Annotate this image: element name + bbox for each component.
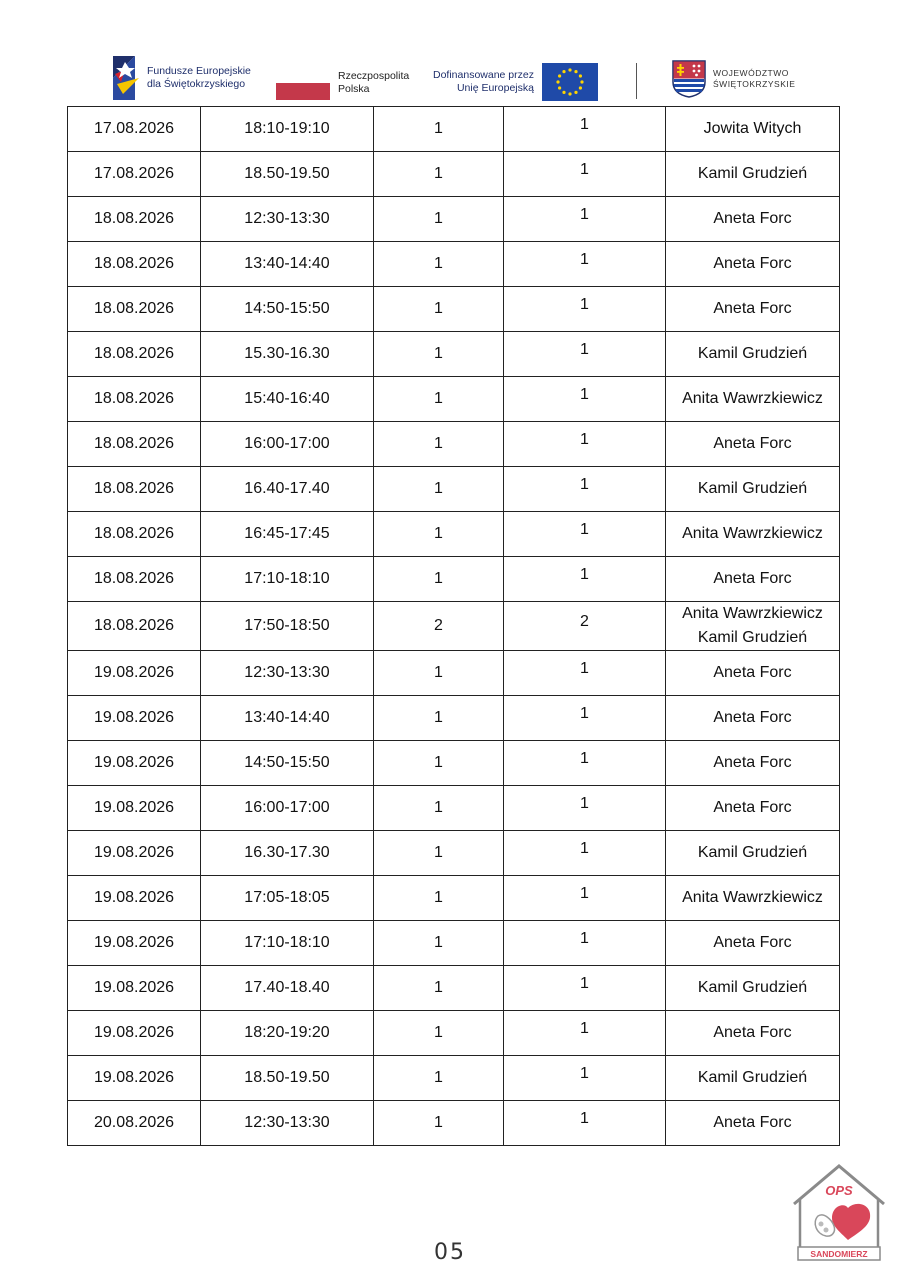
specialist-cell xyxy=(666,287,840,332)
specialist-name: Aneta Forc xyxy=(713,255,792,272)
count-cell-2 xyxy=(504,1056,666,1101)
date-cell: 18.08.2026 xyxy=(68,377,201,422)
table-row xyxy=(68,651,840,696)
count-cell-2 xyxy=(504,512,666,557)
count-value: 2 xyxy=(580,613,589,630)
table-row xyxy=(68,741,840,786)
count-cell-2 xyxy=(504,602,666,651)
specialist-name: Anita Wawrzkiewicz xyxy=(682,889,823,906)
count-cell-2 xyxy=(504,152,666,197)
specialist-name: Aneta Forc xyxy=(713,754,792,771)
table-row xyxy=(68,377,840,422)
region-text xyxy=(713,68,795,90)
count-cell: 1 xyxy=(374,332,504,377)
date-cell: 17.08.2026 xyxy=(68,152,201,197)
time-cell: 13:40-14:40 xyxy=(201,242,374,287)
count-value: 1 xyxy=(580,1110,589,1127)
count-cell-2 xyxy=(504,197,666,242)
ops-logo-subtext: SANDOMIERZ xyxy=(810,1249,868,1259)
table-row xyxy=(68,197,840,242)
specialist-name: Anita Wawrzkiewicz xyxy=(682,390,823,407)
count-cell-2 xyxy=(504,422,666,467)
table-row xyxy=(68,786,840,831)
count-cell: 1 xyxy=(374,287,504,332)
time-cell: 18:20-19:20 xyxy=(201,1011,374,1056)
count-value: 1 xyxy=(580,1020,589,1037)
specialist-name: Kamil Grudzień xyxy=(697,1069,808,1086)
time-cell: 17:05-18:05 xyxy=(201,876,374,921)
european-funds-logo xyxy=(113,56,251,100)
date-cell: 18.08.2026 xyxy=(68,512,201,557)
count-cell: 2 xyxy=(374,602,504,651)
time-cell: 16:00-17:00 xyxy=(201,786,374,831)
table-row xyxy=(68,152,840,197)
time-cell: 16:00-17:00 xyxy=(201,422,374,467)
time-cell: 16.30-17.30 xyxy=(201,831,374,876)
count-cell: 1 xyxy=(374,741,504,786)
header-logos xyxy=(0,0,900,106)
specialist-cell xyxy=(666,966,840,1011)
count-value: 1 xyxy=(580,975,589,992)
specialist-name: Kamil Grudzień xyxy=(697,844,808,861)
table-row xyxy=(68,512,840,557)
count-value: 1 xyxy=(580,476,589,493)
date-cell: 19.08.2026 xyxy=(68,1011,201,1056)
specialist-name: Jowita Witych xyxy=(703,120,802,137)
count-cell-2 xyxy=(504,786,666,831)
time-cell: 13:40-14:40 xyxy=(201,696,374,741)
time-cell: 14:50-15:50 xyxy=(201,287,374,332)
date-cell: 19.08.2026 xyxy=(68,696,201,741)
eu-text xyxy=(433,69,534,95)
count-cell-2 xyxy=(504,377,666,422)
count-value: 1 xyxy=(580,885,589,902)
date-cell: 18.08.2026 xyxy=(68,467,201,512)
date-cell: 19.08.2026 xyxy=(68,1056,201,1101)
european-funds-text xyxy=(147,65,251,91)
count-value: 1 xyxy=(580,705,589,722)
count-cell: 1 xyxy=(374,1056,504,1101)
eu-cofinancing-logo xyxy=(433,63,598,101)
specialist-cell xyxy=(666,786,840,831)
count-cell-2 xyxy=(504,107,666,152)
specialist-cell xyxy=(666,876,840,921)
count-cell-2 xyxy=(504,876,666,921)
specialist-cell xyxy=(666,152,840,197)
count-cell: 1 xyxy=(374,831,504,876)
count-cell: 1 xyxy=(374,786,504,831)
specialist-cell xyxy=(666,512,840,557)
date-cell: 18.08.2026 xyxy=(68,602,201,651)
count-cell: 1 xyxy=(374,107,504,152)
date-cell: 18.08.2026 xyxy=(68,332,201,377)
count-cell-2 xyxy=(504,557,666,602)
count-value: 1 xyxy=(580,116,589,133)
table-row xyxy=(68,696,840,741)
count-cell-2 xyxy=(504,831,666,876)
table-row xyxy=(68,831,840,876)
count-cell-2 xyxy=(504,467,666,512)
eu-line-1: Dofinansowane przez xyxy=(433,69,534,81)
date-cell: 17.08.2026 xyxy=(68,107,201,152)
specialist-cell xyxy=(666,107,840,152)
count-value: 1 xyxy=(580,161,589,178)
poland-flag-icon xyxy=(276,66,330,100)
specialist-name: Kamil Grudzień xyxy=(697,979,808,996)
count-cell-2 xyxy=(504,332,666,377)
table-row xyxy=(68,876,840,921)
date-cell: 19.08.2026 xyxy=(68,786,201,831)
time-cell: 15.30-16.30 xyxy=(201,332,374,377)
specialist-name: Kamil Grudzień xyxy=(697,629,808,646)
count-cell-2 xyxy=(504,696,666,741)
count-cell: 1 xyxy=(374,876,504,921)
date-cell: 19.08.2026 xyxy=(68,651,201,696)
time-cell: 12:30-13:30 xyxy=(201,651,374,696)
date-cell: 20.08.2026 xyxy=(68,1101,201,1146)
swietokrzyskie-region-logo xyxy=(672,60,795,98)
count-cell: 1 xyxy=(374,557,504,602)
count-value: 1 xyxy=(580,521,589,538)
time-cell: 18:10-19:10 xyxy=(201,107,374,152)
count-cell: 1 xyxy=(374,696,504,741)
time-cell: 12:30-13:30 xyxy=(201,1101,374,1146)
date-cell: 19.08.2026 xyxy=(68,921,201,966)
table-row xyxy=(68,332,840,377)
date-cell: 18.08.2026 xyxy=(68,197,201,242)
specialist-name: Aneta Forc xyxy=(713,799,792,816)
european-funds-star-icon xyxy=(113,56,141,100)
count-cell-2 xyxy=(504,1101,666,1146)
table-row xyxy=(68,921,840,966)
table-row xyxy=(68,557,840,602)
specialist-cell xyxy=(666,651,840,696)
table-row xyxy=(68,1056,840,1101)
specialist-cell xyxy=(666,242,840,287)
eu-flag-icon xyxy=(542,63,598,101)
count-cell-2 xyxy=(504,921,666,966)
specialist-name: Aneta Forc xyxy=(713,934,792,951)
specialist-cell xyxy=(666,741,840,786)
specialist-name: Kamil Grudzień xyxy=(697,165,808,182)
time-cell: 17:10-18:10 xyxy=(201,921,374,966)
count-cell: 1 xyxy=(374,152,504,197)
count-value: 1 xyxy=(580,660,589,677)
specialist-name: Kamil Grudzień xyxy=(697,480,808,497)
table-row xyxy=(68,107,840,152)
count-value: 1 xyxy=(580,750,589,767)
poland-line-2: Polska xyxy=(338,83,370,95)
count-cell-2 xyxy=(504,242,666,287)
count-cell: 1 xyxy=(374,966,504,1011)
specialist-name: Aneta Forc xyxy=(713,1114,792,1131)
time-cell: 14:50-15:50 xyxy=(201,741,374,786)
specialist-name: Anita Wawrzkiewicz xyxy=(682,605,823,622)
count-cell: 1 xyxy=(374,242,504,287)
specialist-cell xyxy=(666,1011,840,1056)
count-cell: 1 xyxy=(374,651,504,696)
poland-line-1: Rzeczpospolita xyxy=(338,70,410,82)
european-funds-line-1: Fundusze Europejskie xyxy=(147,65,251,77)
count-value: 1 xyxy=(580,206,589,223)
time-cell: 15:40-16:40 xyxy=(201,377,374,422)
count-value: 1 xyxy=(580,341,589,358)
count-cell: 1 xyxy=(374,1011,504,1056)
table-row xyxy=(68,422,840,467)
specialist-name: Aneta Forc xyxy=(713,210,792,227)
poland-logo xyxy=(276,66,409,100)
specialist-name: Anita Wawrzkiewicz xyxy=(682,525,823,542)
count-value: 1 xyxy=(580,795,589,812)
count-cell-2 xyxy=(504,966,666,1011)
date-cell: 18.08.2026 xyxy=(68,557,201,602)
time-cell: 16:45-17:45 xyxy=(201,512,374,557)
date-cell: 19.08.2026 xyxy=(68,831,201,876)
region-coat-of-arms-icon xyxy=(672,60,706,98)
date-cell: 18.08.2026 xyxy=(68,242,201,287)
logo-divider xyxy=(636,63,637,99)
specialist-cell xyxy=(666,831,840,876)
time-cell: 17.40-18.40 xyxy=(201,966,374,1011)
specialist-name: Kamil Grudzień xyxy=(697,345,808,362)
count-cell: 1 xyxy=(374,467,504,512)
count-value: 1 xyxy=(580,296,589,313)
european-funds-line-2: dla Świętokrzyskiego xyxy=(147,78,246,90)
table-row xyxy=(68,602,840,651)
count-cell-2 xyxy=(504,741,666,786)
specialist-cell xyxy=(666,332,840,377)
specialist-cell xyxy=(666,696,840,741)
specialist-cell xyxy=(666,422,840,467)
count-value: 1 xyxy=(580,1065,589,1082)
eu-line-2: Unię Europejską xyxy=(456,82,534,94)
count-value: 1 xyxy=(580,566,589,583)
specialist-cell xyxy=(666,467,840,512)
count-cell-2 xyxy=(504,287,666,332)
region-line-2: ŚWIĘTOKRZYSKIE xyxy=(713,79,796,89)
date-cell: 19.08.2026 xyxy=(68,876,201,921)
schedule-table-body xyxy=(68,107,840,1146)
date-cell: 18.08.2026 xyxy=(68,422,201,467)
ops-logo-text: OPS xyxy=(825,1183,853,1198)
specialist-cell xyxy=(666,197,840,242)
region-line-1: WOJEWÓDZTWO xyxy=(713,68,789,78)
count-cell: 1 xyxy=(374,422,504,467)
count-cell: 1 xyxy=(374,512,504,557)
specialist-name: Aneta Forc xyxy=(713,664,792,681)
table-row xyxy=(68,1011,840,1056)
specialist-cell xyxy=(666,1056,840,1101)
ops-sandomierz-logo xyxy=(790,1162,888,1262)
count-value: 1 xyxy=(580,386,589,403)
specialist-cell xyxy=(666,557,840,602)
time-cell: 18.50-19.50 xyxy=(201,1056,374,1101)
page-number: 05 xyxy=(434,1240,466,1265)
time-cell: 17:50-18:50 xyxy=(201,602,374,651)
count-cell: 1 xyxy=(374,377,504,422)
specialist-name: Aneta Forc xyxy=(713,300,792,317)
count-value: 1 xyxy=(580,431,589,448)
specialist-cell xyxy=(666,602,840,651)
poland-text xyxy=(338,70,409,96)
specialist-name: Aneta Forc xyxy=(713,570,792,587)
count-value: 1 xyxy=(580,840,589,857)
specialist-cell xyxy=(666,921,840,966)
specialist-cell xyxy=(666,377,840,422)
count-cell-2 xyxy=(504,651,666,696)
date-cell: 19.08.2026 xyxy=(68,741,201,786)
count-cell: 1 xyxy=(374,921,504,966)
date-cell: 18.08.2026 xyxy=(68,287,201,332)
count-cell: 1 xyxy=(374,197,504,242)
schedule-table xyxy=(67,106,840,1146)
count-cell: 1 xyxy=(374,1101,504,1146)
table-row xyxy=(68,467,840,512)
time-cell: 16.40-17.40 xyxy=(201,467,374,512)
date-cell: 19.08.2026 xyxy=(68,966,201,1011)
table-row xyxy=(68,966,840,1011)
specialist-name: Aneta Forc xyxy=(713,709,792,726)
count-value: 1 xyxy=(580,251,589,268)
table-row xyxy=(68,242,840,287)
time-cell: 17:10-18:10 xyxy=(201,557,374,602)
specialist-cell xyxy=(666,1101,840,1146)
count-value: 1 xyxy=(580,930,589,947)
count-cell-2 xyxy=(504,1011,666,1056)
table-row xyxy=(68,1101,840,1146)
specialist-name: Aneta Forc xyxy=(713,435,792,452)
table-row xyxy=(68,287,840,332)
time-cell: 18.50-19.50 xyxy=(201,152,374,197)
time-cell: 12:30-13:30 xyxy=(201,197,374,242)
specialist-name: Aneta Forc xyxy=(713,1024,792,1041)
